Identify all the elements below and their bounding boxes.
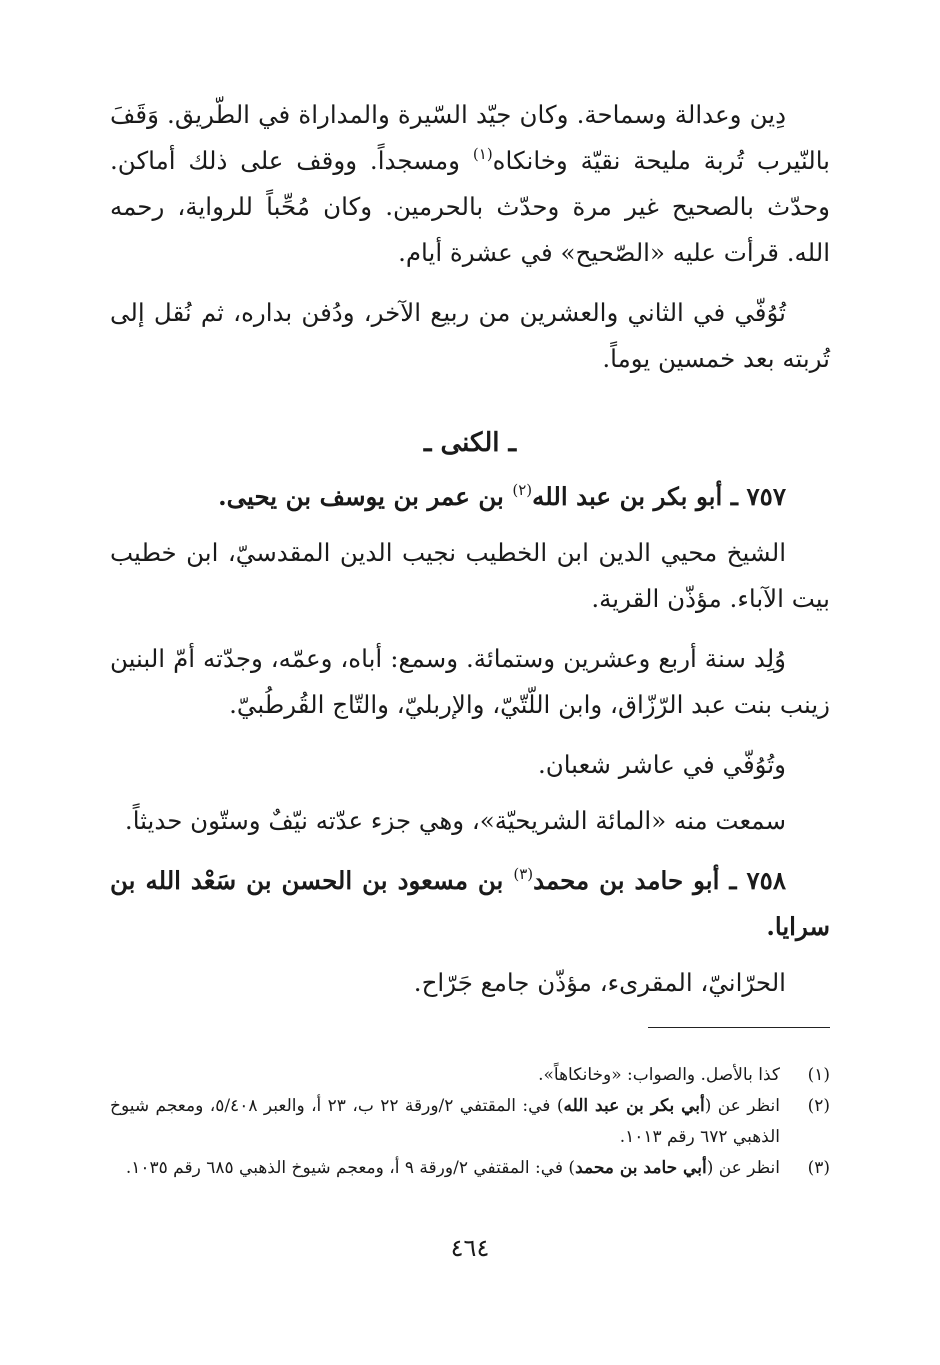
- footnote-ref-2[interactable]: (٢): [512, 481, 533, 499]
- footnote-2-subject: أبي بكر بن عبد الله: [563, 1096, 705, 1116]
- footnote-3: [110, 1153, 830, 1184]
- footnote-3-post: ) في: المقتفي ٢/ورقة ٩ أ، ومعجم شيوخ الذهبي ٦٨٥ رقم ١٠٣٥.: [125, 1158, 576, 1178]
- footnote-ref-1[interactable]: (١): [472, 145, 493, 163]
- footnote-1-text: كذا بالأصل. والصواب: «وخانكاهاً».: [538, 1065, 780, 1085]
- footnote-3-pre: انظر عن (: [706, 1158, 780, 1178]
- entry-757-paragraph-4: سمعت منه «المائة الشريحيّة»، وهي جزء عدّته نيّفٌ وستّون حديثاً.: [124, 806, 786, 835]
- paragraph-1-continuation: ومسجداً. ووقف على ذلك أماكن. وحدّث بالصحيح غير مرة وحدّث بالحرمين. وكان مُحِّباً للرواية، رحمه الله. قرأت عليه «الصّحيح» في عشرة أيام.: [110, 146, 830, 267]
- entry-757-paragraph-1: الشيخ محيي الدين ابن الخطيب نجيب الدين المقدسيّ، ابن خطيب بيت الآباء. مؤذّن القرية.: [110, 538, 830, 613]
- entry-757-name: أبو بكر بن عبد الله: [532, 482, 723, 511]
- footnote-2-text: [110, 1091, 780, 1153]
- section-heading: ـ الكنى ـ: [423, 428, 517, 458]
- entry-758-number: ٧٥٨ ـ: [719, 866, 786, 895]
- entry-757-paragraph-3: وتُوُفّي في عاشر شعبان.: [537, 750, 786, 779]
- entry-757-lineage: بن عمر بن يوسف بن يحيى.: [218, 482, 513, 511]
- entry-758-paragraph-1: الحرّانيّ، المقرىء، مؤذّن جامع جَرّاح.: [413, 968, 786, 997]
- footnote-1-number: (١): [807, 1065, 830, 1085]
- footnote-2-pre: انظر عن (: [704, 1096, 780, 1116]
- footnote-1: [110, 1060, 830, 1091]
- footnote-3-text: [110, 1153, 780, 1184]
- paragraph-1-text: دِين وعدالة وسماحة. وكان جيّد السّيرة والمداراة في الطّريق. وَقَفَ بالنّيرب تُربة مليحة نقيّة وخانكاه: [110, 100, 831, 175]
- footnote-2: [110, 1091, 830, 1153]
- footnote-2-post: ) في: المقتفي ٢/ورقة ٢٢ ب، ٢٣ أ، والعبر ٥/٤٠٨، ومعجم شيوخ الذهبي ٦٧٢ رقم ١٠١٣.: [110, 1096, 780, 1147]
- footnote-3-number: (٣): [807, 1158, 830, 1178]
- entry-758-lineage: بن مسعود بن الحسن بن سَعْد الله بن سرايا.: [110, 866, 830, 941]
- entry-758-heading: [110, 858, 830, 950]
- footnote-2-number: (٢): [807, 1096, 830, 1116]
- main-text: [110, 92, 830, 1020]
- entry-757-heading: [110, 474, 830, 520]
- entry-757-paragraph-2: وُلِد سنة أربع وعشرين وستمائة. وسمع: أباه، وعمّه، وجدّته أمّ البنين زينب بنت عبد الرّزّاق، وابن اللّتّيّ، والإربليّ، والتّاج القُرطُبيّ.: [110, 644, 830, 719]
- page-number: ٤٦٤: [450, 1234, 490, 1262]
- entry-757-number: ٧٥٧ ـ: [722, 482, 786, 511]
- paragraph-1: [110, 92, 830, 276]
- footnote-ref-3[interactable]: (٣): [513, 865, 534, 883]
- footnote-separator: [648, 1027, 830, 1028]
- footnote-3-subject: أبي حامد بن محمد: [575, 1158, 707, 1178]
- entry-758-name: أبو حامد بن محمد: [533, 866, 720, 895]
- paragraph-2: تُوُفّي في الثاني والعشرين من ربيع الآخر، ودُفن بداره، ثم نُقل إلى تُربته بعد خمسين يوماً.: [110, 298, 830, 373]
- footnotes: [110, 1060, 830, 1184]
